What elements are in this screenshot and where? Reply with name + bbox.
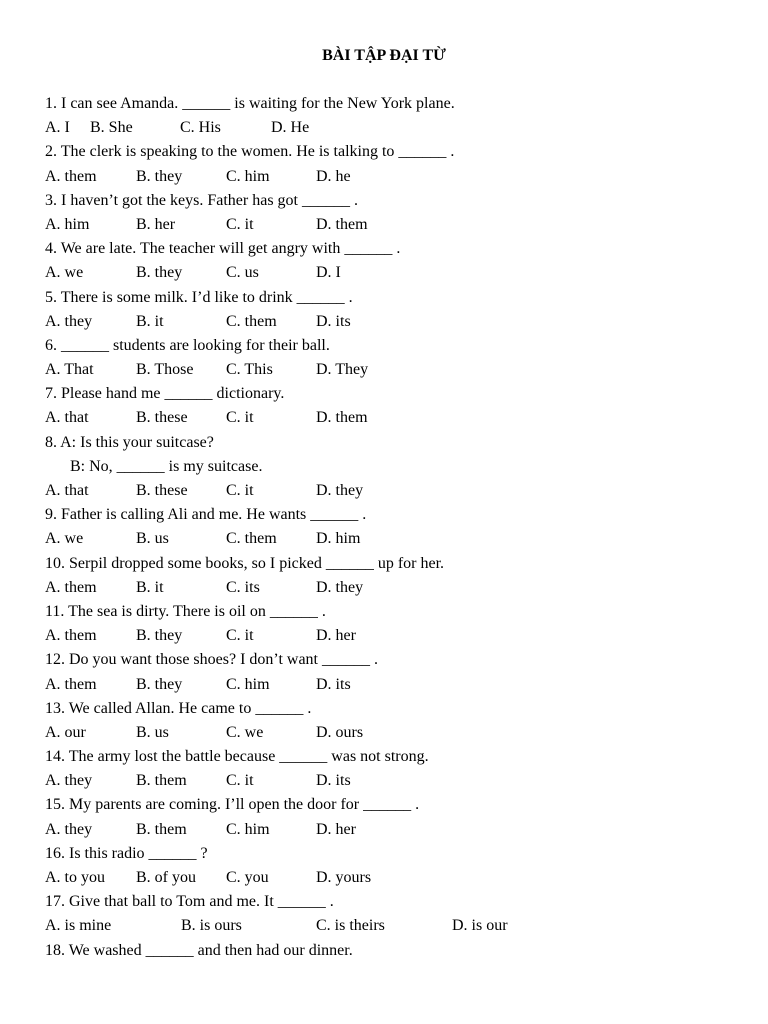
answer-option: D. he [316, 167, 351, 185]
answer-option: B. them [136, 772, 187, 790]
answer-option: C. him [226, 820, 270, 838]
answer-option: B. us [136, 530, 169, 548]
question-text: 2. The clerk is speaking to the women. He is talking to ______ . [45, 143, 455, 161]
question-text: 6. ______ students are looking for their ball. [45, 336, 330, 354]
answer-option: A. to you [45, 869, 105, 886]
answer-option: D. them [316, 215, 368, 233]
options-row [45, 479, 745, 503]
answer-option: C. him [226, 675, 270, 693]
answer-option: D. I [316, 264, 341, 282]
answer-option: A. That [45, 361, 94, 379]
answer-option: C. it [226, 627, 254, 645]
answer-option: D. them [316, 409, 368, 427]
answer-option: B. they [136, 627, 183, 645]
answer-option: A. him [45, 215, 90, 233]
answer-option: C. him [226, 167, 270, 185]
question-text: 10. Serpil dropped some books, so I picked ______ up for her. [45, 554, 445, 572]
options-row [45, 866, 745, 890]
answer-option: D. her [316, 820, 356, 838]
answer-option: D. her [316, 627, 356, 645]
options-row [45, 914, 745, 938]
answer-option: A. they [45, 312, 93, 330]
question-text: 15. My parents are coming. I’ll open the door for ______ . [45, 796, 420, 814]
question-text: 11. The sea is dirty. There is oil on ______ . [45, 602, 326, 620]
answer-option: A. they [45, 772, 93, 790]
answer-option: C. This [226, 361, 273, 379]
options-row [45, 310, 745, 334]
answer-option: A. I [45, 119, 70, 137]
answer-option: D. is our [452, 917, 508, 935]
answer-option: D. they [316, 482, 364, 499]
options-row [45, 116, 745, 140]
answer-option: C. them [226, 312, 277, 330]
question-text: 18. We washed ______ and then had our dinner. [45, 941, 353, 959]
options-row [45, 624, 745, 648]
question-subline: B: No, ______ is my suitcase. [70, 457, 263, 475]
answer-option: B. these [136, 409, 188, 427]
answer-option: B. they [136, 675, 183, 693]
options-row [45, 818, 745, 842]
options-row [45, 213, 745, 237]
answer-option: D. its [316, 675, 351, 693]
answer-option: B. these [136, 482, 188, 499]
answer-option: B. us [136, 723, 169, 741]
answer-option: C. His [180, 119, 221, 137]
answer-option: A. we [45, 530, 84, 548]
answer-option: D. They [316, 361, 369, 379]
answer-option: A. we [45, 264, 84, 282]
answer-option: C. it [226, 482, 254, 499]
page-title: BÀI TẬP ĐẠI TỪ [322, 47, 446, 64]
answer-option: D. ours [316, 723, 364, 741]
answer-option: D. He [271, 119, 310, 137]
options-row [45, 576, 745, 600]
answer-option: A. is mine [45, 917, 112, 935]
answer-option: D. yours [316, 869, 372, 886]
answer-option: C. we [226, 723, 264, 741]
answer-option: D. its [316, 772, 351, 790]
question-text: 14. The army lost the battle because ______ was not strong. [45, 748, 429, 766]
answer-option: B. they [136, 264, 183, 282]
answer-option: B. of you [136, 869, 196, 886]
answer-option: C. it [226, 215, 254, 233]
answer-option: B. is ours [181, 917, 242, 935]
options-row [45, 261, 745, 285]
answer-option: C. it [226, 772, 254, 790]
question-text: 13. We called Allan. He came to ______ . [45, 699, 312, 717]
answer-option: A. that [45, 482, 89, 499]
question-text: 17. Give that ball to Tom and me. It ______ . [45, 893, 334, 911]
question-text: 3. I haven’t got the keys. Father has got ______ . [45, 191, 358, 209]
answer-option: C. us [226, 264, 259, 282]
answer-option: C. it [226, 409, 254, 427]
answer-option: B. them [136, 820, 187, 838]
answer-option: B. it [136, 312, 164, 330]
options-row [45, 358, 745, 382]
answer-option: B. her [136, 215, 176, 233]
answer-option: A. them [45, 627, 97, 645]
options-row [45, 527, 745, 551]
answer-option: C. is theirs [316, 917, 385, 935]
answer-option: A. them [45, 167, 97, 185]
question-text: 7. Please hand me ______ dictionary. [45, 385, 285, 403]
answer-option: B. Those [136, 361, 194, 379]
question-text: 12. Do you want those shoes? I don’t want ______ . [45, 651, 378, 669]
question-text: 1. I can see Amanda. ______ is waiting for the New York plane. [45, 95, 455, 112]
answer-option: B. it [136, 578, 164, 596]
options-row [45, 406, 745, 430]
answer-option: C. you [226, 869, 269, 886]
question-list [45, 92, 745, 963]
question-text: 16. Is this radio ______ ? [45, 844, 208, 862]
answer-option: C. them [226, 530, 277, 548]
answer-option: A. that [45, 409, 89, 427]
question-text: 8. A: Is this your suitcase? [45, 433, 214, 451]
answer-option: D. its [316, 312, 351, 330]
answer-option: D. they [316, 578, 364, 596]
options-row [45, 721, 745, 745]
answer-option: C. its [226, 578, 260, 596]
options-row [45, 769, 745, 793]
answer-option: A. our [45, 723, 86, 741]
question-text: 4. We are late. The teacher will get angry with ______ . [45, 240, 401, 258]
answer-option: B. they [136, 167, 183, 185]
answer-option: A. them [45, 675, 97, 693]
answer-option: A. they [45, 820, 93, 838]
question-text: 9. Father is calling Ali and me. He wants ______ . [45, 506, 367, 524]
options-row [45, 673, 745, 697]
options-row [45, 165, 745, 189]
answer-option: B. She [90, 119, 133, 137]
answer-option: D. him [316, 530, 361, 548]
question-text: 5. There is some milk. I’d like to drink ______ . [45, 288, 353, 306]
answer-option: A. them [45, 578, 97, 596]
